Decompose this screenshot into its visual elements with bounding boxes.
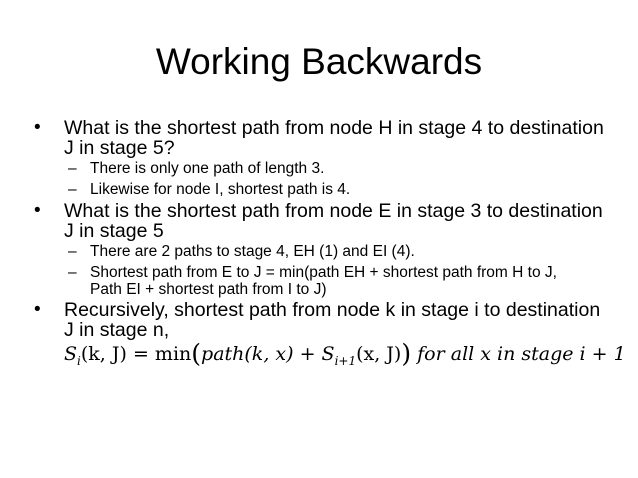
sub-bullet-2-1	[68, 243, 590, 260]
bullet-dot-icon: •	[34, 200, 41, 221]
formula-path: path(k, x)	[201, 343, 294, 365]
formula-plus: +	[293, 343, 322, 365]
formula-min: min	[154, 343, 192, 365]
sub-bullet-2-2-text: Shortest path from E to J = min(path EH + shortest path from H to J, Path EI + shortest path from I to J)	[90, 264, 557, 298]
dash-icon: –	[68, 181, 77, 198]
sub-bullet-2-1-text: There are 2 paths to stage 4, EH (1) and EI (4).	[90, 243, 415, 260]
formula-sub-i1: i+1	[334, 353, 357, 368]
formula-forall: for all x in stage i + 1	[411, 343, 626, 365]
bullet-dot-icon: •	[34, 117, 41, 138]
dash-icon: –	[68, 264, 77, 281]
formula-eq: =	[126, 343, 155, 365]
bullet-2-text: What is the shortest path from node E in stage 3 to destination J in stage 5	[64, 200, 603, 242]
formula-args2: (x, J)	[356, 343, 402, 365]
formula-args: (k, J)	[80, 343, 127, 365]
bullet-3-text: Recursively, shortest path from node k in stage i to destination J in stage n,	[64, 299, 601, 341]
sub-bullet-1-1	[68, 160, 590, 177]
formula-sub-i: i	[77, 353, 81, 368]
slide-title: Working Backwards	[155, 41, 483, 82]
bullet-dot-icon: •	[34, 299, 41, 320]
dash-icon: –	[68, 243, 77, 260]
bullet-1-text: What is the shortest path from node H in stage 4 to destination J in stage 5?	[64, 117, 604, 159]
formula-s2: S	[321, 343, 335, 365]
sub-bullet-1-2	[68, 181, 590, 198]
bullet-3	[34, 299, 604, 341]
formula-open-paren: (	[191, 339, 202, 368]
formula-s: S	[64, 343, 78, 365]
sub-bullet-1-1-text: There is only one path of length 3.	[90, 160, 325, 177]
formula-close-paren: )	[401, 339, 412, 368]
dash-icon: –	[68, 160, 77, 177]
bullet-2	[34, 200, 604, 242]
sub-bullet-2-2	[68, 264, 590, 298]
bullet-1	[34, 117, 604, 159]
recurrence-formula	[64, 339, 626, 373]
sub-bullet-1-2-text: Likewise for node I, shortest path is 4.	[90, 181, 351, 198]
